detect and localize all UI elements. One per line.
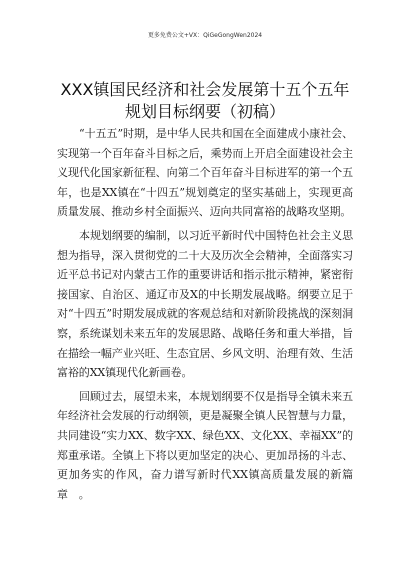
paragraph-outlook: 回顾过去，展望未来，本规划纲要不仅是指导全镇未来五年经济社会发展的行动纲领，更是凝聚全镇人民智慧与力量，共同建设“实力XX、数字XX、绿色XX、文化XX、幸福XX”的郑重承诺。全镇上下将以更加坚定的决心、更加昂扬的斗志、更加务实的作风，奋力谱写新时代XX镇高质量发展的新篇章 。 (57, 389, 353, 501)
paragraph-intro: “十五五”时期，是中华人民共和国在全面建成小康社会、实现第一个百年奋斗目标之后，乘势而上开启全面建设社会主义现代化国家新征程、向第二个百年奋斗目标进军的第一个五年，也是XX镇在“十四五”规划奠定的坚实基础上，实现更高质量发展、推动乡村全面振兴、迈向共同富裕的战略攻坚期。 (57, 127, 353, 219)
page-header: 更多免费公文+VX：QiGeGongWen2024 (147, 32, 263, 39)
paragraph-guidance: 本规划纲要的编制，以习近平新时代中国特色社会主义思想为指导，深入贯彻党的二十大及历次全会精神，全面落实习近平总书记对内蒙古工作的重要讲话和指示批示精神，紧密衔接国家、自治区、通辽市及X的中长期发展战略。纲要立足于对“十四五”时期发展成就的客观总结和对新阶段挑战的深刻洞察，系统谋划未来五年的发展思路、战略任务和重大举措，旨在描绘一幅产业兴旺、生态宜居、乡风文明、治理有效、生活富裕的XX镇现代化新画卷。 (57, 228, 353, 380)
document-body (57, 124, 353, 504)
document-title: XXX镇国民经济和社会发展第十五个五年规划目标纲要（初稿） (60, 80, 350, 121)
